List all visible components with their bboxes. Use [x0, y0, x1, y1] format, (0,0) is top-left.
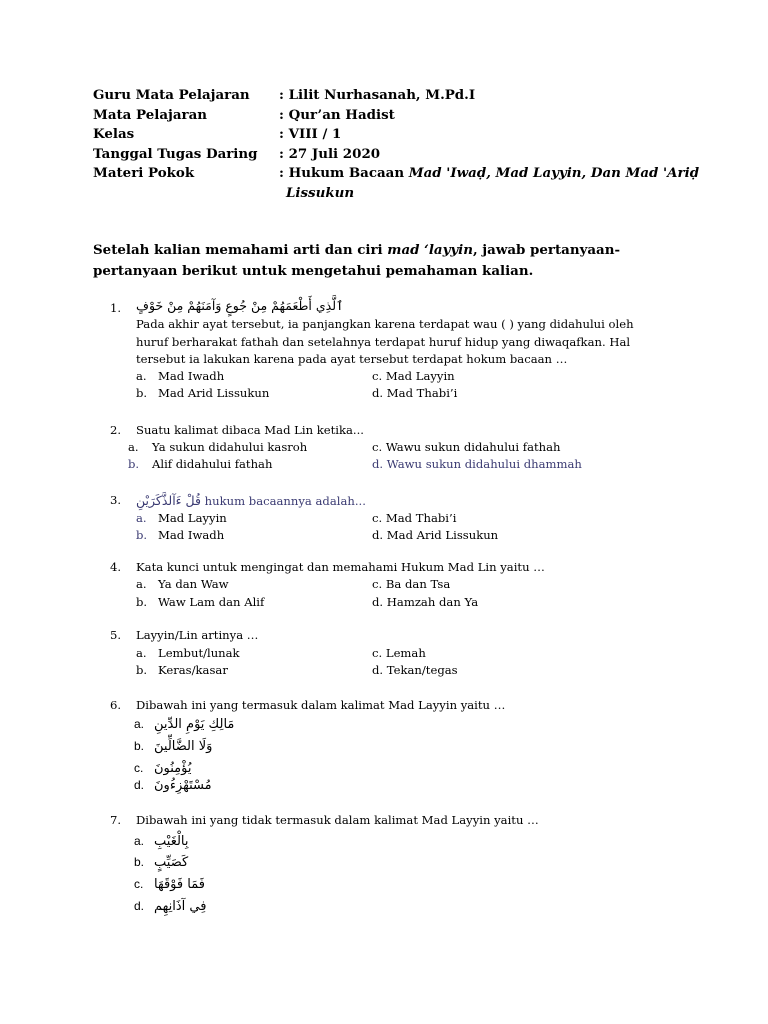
option-arabic: وَلَا الضَّالِّينَ: [154, 739, 213, 754]
option-text: Alif didahului fathah: [152, 457, 273, 471]
option-c[interactable]: [372, 368, 455, 385]
question-number: 2.: [110, 423, 122, 437]
option-letter: b.: [136, 528, 148, 542]
question-text: Kata kunci untuk mengingat dan memahami Hukum Mad Lin yaitu …: [136, 560, 545, 574]
header-row-date: [93, 145, 693, 165]
question-arabic: قُلْ ءَآلذَّكَرَيْنِ: [136, 493, 201, 508]
option-arabic: كَصَيِّبٍ: [154, 855, 189, 870]
topic-continuation: Lissukun: [286, 184, 355, 201]
question-text: Suatu kalimat dibaca Mad Lin ketika...: [136, 423, 364, 437]
option-arabic: فِي آذَانِهِم: [154, 899, 207, 914]
option-text: Mad Thabi’i: [385, 511, 457, 525]
option-text: Ba dan Tsa: [385, 577, 451, 591]
option-text: Mad Thabi’i: [386, 386, 458, 400]
question-2: [110, 422, 670, 474]
option-letter: d.: [372, 528, 384, 542]
option-letter: a.: [136, 646, 147, 660]
option-letter: d.: [372, 595, 384, 609]
option-letter: b.: [134, 739, 145, 753]
option-letter: a.: [136, 369, 147, 383]
option-letter: a.: [136, 511, 147, 525]
header-info: [93, 86, 700, 203]
option-letter: b.: [128, 457, 140, 471]
option-text: Wawu sukun didahului dhammah: [386, 457, 582, 471]
option-letter: d.: [134, 899, 145, 913]
option-letter: d.: [372, 663, 384, 677]
header-row-teacher: [93, 86, 693, 106]
header-value: : Lilit Nurhasanah, M.Pd.I: [279, 87, 476, 103]
option-letter: c.: [372, 646, 383, 660]
option-letter: a.: [128, 440, 139, 454]
header-key: Tanggal Tugas Daring: [93, 145, 258, 162]
option-text: Waw Lam dan Alif: [158, 595, 265, 609]
option-letter: b.: [136, 663, 148, 677]
header-row-topic-cont: [93, 184, 693, 203]
option-arabic: مُسْتَهْزِءُونَ: [154, 778, 212, 793]
header-value: : VIII / 1: [279, 126, 342, 143]
question-number: 6.: [110, 698, 122, 712]
header-value: : 27 Juli 2020: [279, 145, 381, 162]
option-c[interactable]: [372, 645, 426, 662]
question-1: [110, 300, 670, 410]
option-letter: c.: [372, 577, 383, 591]
option-arabic: مَالِكِ يَوْمِ الدِّينِ: [154, 717, 235, 732]
question-number: 3.: [110, 493, 122, 507]
header-row-subject: [93, 106, 693, 126]
option-d[interactable]: [372, 594, 478, 611]
question-text: Layyin/Lin artinya …: [136, 628, 259, 642]
option-c[interactable]: [372, 439, 561, 456]
question-stem: [136, 492, 366, 510]
question-paragraph: Pada akhir ayat tersebut, ia panjangkan karena terdapat wau ( ) yang didahului oleh huruf berharakat fathah dan setelahnya terdapat huruf hidup yang diwaqafkan. Hal tersebut ia lakukan karena pada ayat tersebut terdapat hokum bacaan …: [136, 317, 634, 366]
option-letter: d.: [372, 457, 384, 471]
option-text: Tekan/tegas: [386, 663, 458, 677]
instructions: [93, 240, 683, 282]
option-letter: b.: [136, 595, 148, 609]
question-number: 5.: [110, 628, 122, 642]
question-text: hukum bacaannya adalah...: [200, 494, 366, 508]
option-d[interactable]: [372, 527, 498, 544]
option-text: Hamzah dan Ya: [386, 595, 479, 609]
intro-before: Setelah kalian memahami arti dan ciri: [93, 242, 388, 258]
option-letter: d.: [372, 386, 384, 400]
option-text: Keras/kasar: [158, 663, 228, 677]
header-key: Guru Mata Pelajaran: [93, 87, 250, 103]
option-arabic: فَمَا فَوْقَهَا: [154, 877, 205, 892]
option-text: Mad Arid Lissukun: [386, 528, 499, 542]
option-letter: c.: [134, 761, 144, 775]
option-text: Mad Layyin: [385, 369, 455, 383]
option-d[interactable]: [372, 385, 457, 402]
question-6: [110, 697, 670, 797]
option-text: Wawu sukun didahului fathah: [385, 440, 561, 454]
question-number: 7.: [110, 813, 122, 827]
question-arabic-verse: ٱلَّذِي أَطْعَمَهُمْ مِنْ جُوعٍ وَآمَنَهُمْ مِنْ خَوْفٍ: [136, 298, 344, 313]
question-7: [110, 812, 670, 922]
option-text: Mad Arid Lissukun: [158, 386, 270, 400]
option-text: Ya dan Waw: [158, 577, 229, 591]
option-d[interactable]: [372, 456, 582, 473]
header-value: : Qur’an Hadist: [279, 106, 395, 123]
question-text: Dibawah ini yang termasuk dalam kalimat Mad Layyin yaitu …: [136, 698, 506, 712]
question-5: [110, 627, 670, 681]
option-arabic: يُؤْمِنُونَ: [154, 761, 192, 776]
header-value: [279, 164, 699, 184]
option-letter: a.: [134, 834, 145, 848]
question-number: 1.: [110, 301, 122, 315]
option-letter: b.: [134, 855, 145, 869]
option-text: Mad Iwadh: [158, 528, 225, 542]
option-text: Ya sukun didahului kasroh: [152, 440, 308, 454]
option-text: Mad Layyin: [158, 511, 227, 525]
option-letter: a.: [134, 717, 145, 731]
option-c[interactable]: [372, 576, 450, 593]
question-text: Dibawah ini yang tidak termasuk dalam kalimat Mad Layyin yaitu …: [136, 813, 539, 827]
header-row-class: [93, 125, 693, 145]
header-key: Mata Pelajaran: [93, 106, 208, 123]
header-key: Materi Pokok: [93, 165, 195, 182]
option-d[interactable]: [372, 662, 458, 679]
option-letter: b.: [136, 386, 148, 400]
option-letter: c.: [372, 440, 383, 454]
option-letter: d.: [134, 778, 145, 792]
question-4: [110, 559, 670, 613]
header-row-topic: [93, 164, 700, 184]
option-letter: a.: [136, 577, 147, 591]
option-c[interactable]: [372, 510, 456, 527]
option-text: Mad Iwadh: [158, 369, 225, 383]
topic-italic: Mad 'Iwaḍ, Mad Layyin, Dan Mad 'Ariḍ: [408, 165, 700, 182]
question-number: 4.: [110, 560, 122, 574]
question-3: [110, 492, 670, 546]
topic-prefix: : Hukum Bacaan: [279, 165, 409, 182]
option-arabic: بِالْغَيْبِ: [154, 834, 189, 849]
intro-after: , jawab pertanyaan-pertanyaan berikut untuk mengetahui pemahaman kalian.: [93, 242, 621, 279]
header-key: Kelas: [93, 126, 135, 143]
intro-italic: mad ‘layyin: [387, 242, 473, 258]
option-letter: c.: [134, 877, 144, 891]
option-text: Lembut/lunak: [158, 646, 240, 660]
option-letter: c.: [372, 369, 383, 383]
option-letter: c.: [372, 511, 383, 525]
option-text: Lemah: [385, 646, 426, 660]
